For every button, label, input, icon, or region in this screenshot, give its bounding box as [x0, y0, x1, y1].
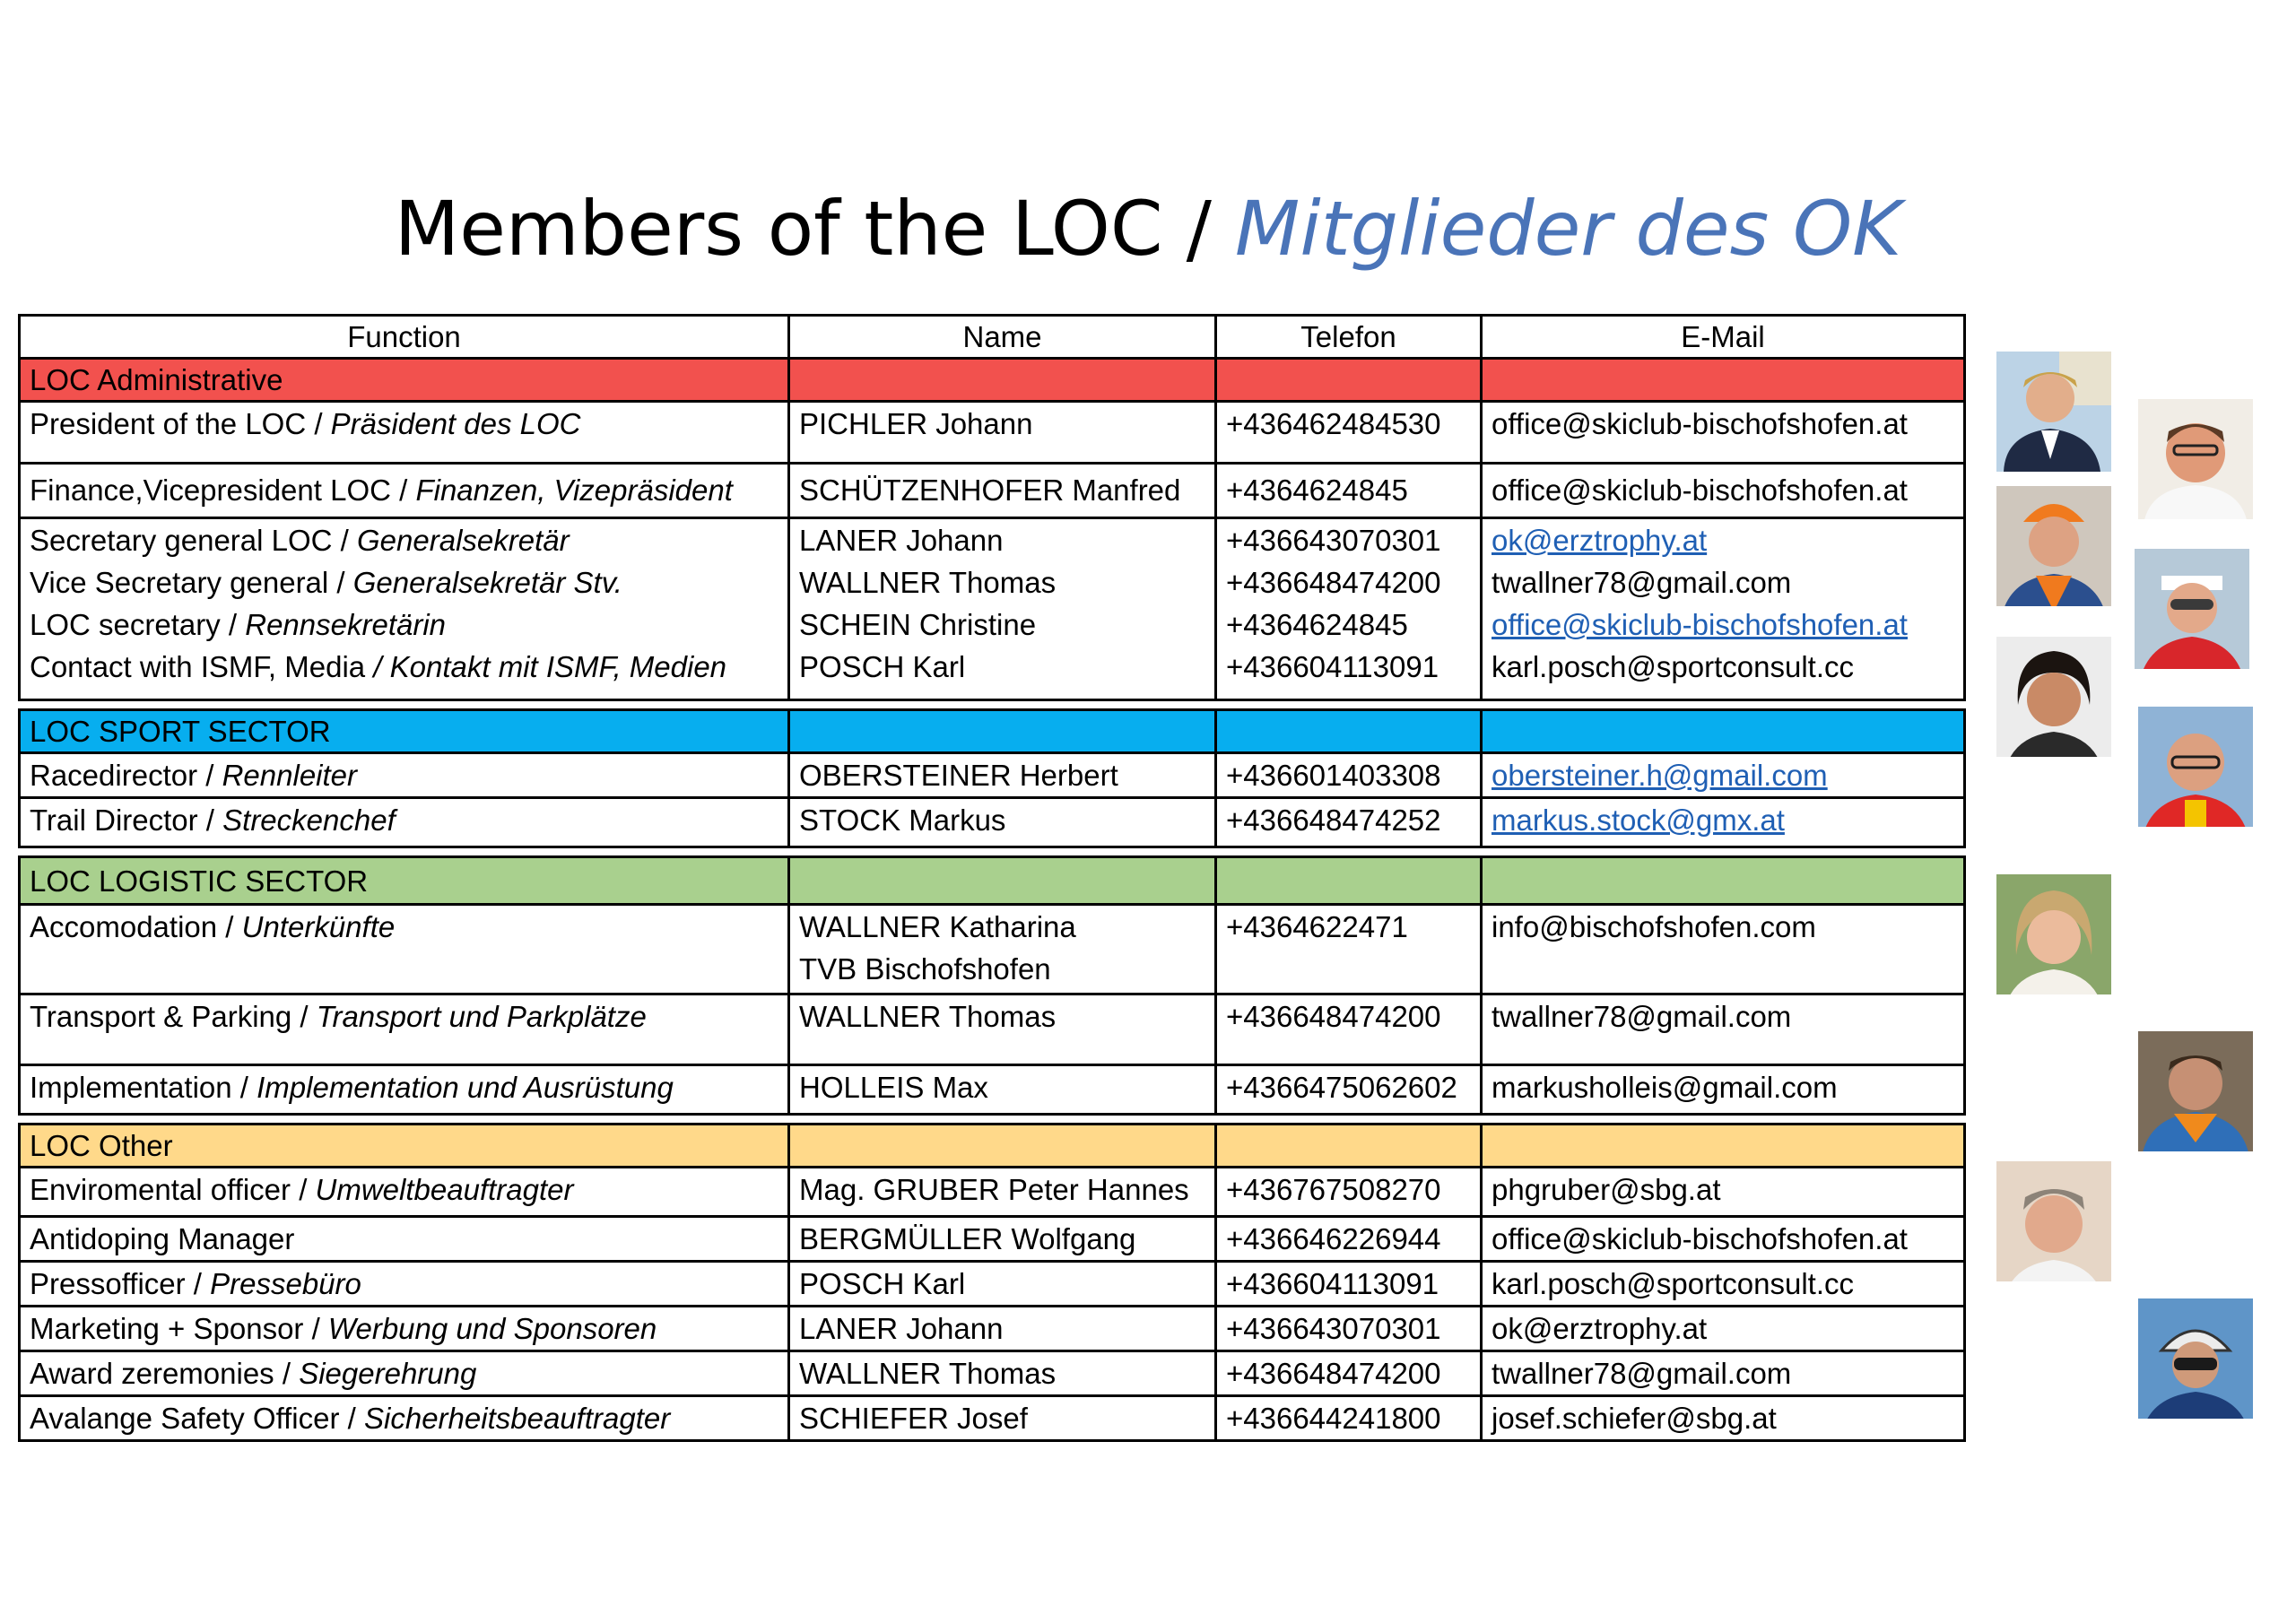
function-de: Finanzen, Vizepräsident: [415, 473, 733, 507]
table-row: [20, 464, 1965, 518]
function-en: Finance,Vicepresident LOC /: [30, 473, 416, 507]
portrait-photo-laner: [1996, 486, 2111, 606]
function-cell: Antidoping Manager: [20, 1217, 789, 1262]
table-row: [20, 994, 1965, 1065]
name-cell: POSCH Karl: [789, 1262, 1216, 1307]
phone-cell: +436601403308: [1216, 753, 1482, 798]
email-cell: office@skiclub-bischofshofen.at: [1482, 464, 1965, 518]
phone-cell: +436648474200: [1216, 1351, 1482, 1396]
header-telefon: Telefon: [1216, 316, 1482, 359]
function-cell: Avalange Safety Officer / Sicherheitsbeauftragter: [20, 1396, 789, 1441]
section-header-administrative: [20, 359, 1965, 402]
name-cell: SCHIEFER Josef: [789, 1396, 1216, 1441]
section-title: LOC Other: [20, 1125, 789, 1168]
phone-cell: +436462484530: [1216, 402, 1482, 464]
function-cell: Enviromental officer / Umweltbeauftragter: [20, 1168, 789, 1217]
phone-cell: +436643070301: [1216, 1307, 1482, 1351]
name-cell: WALLNER Thomas: [789, 1351, 1216, 1396]
name-cell: BERGMÜLLER Wolfgang: [789, 1217, 1216, 1262]
phone-cell: +436604113091: [1216, 1262, 1482, 1307]
function-cell: Racedirector / Rennleiter: [20, 753, 789, 798]
phone-cell: +4366475062602: [1216, 1065, 1482, 1115]
section-title: LOC Administrative: [20, 359, 789, 402]
email-cell: [1482, 753, 1965, 798]
title-german: Mitglieder des OK: [1234, 185, 1902, 273]
phone-cell: +4364622471: [1216, 905, 1482, 994]
table-row: [20, 1307, 1965, 1351]
table-header-row: [20, 316, 1965, 359]
table-row: [20, 402, 1965, 464]
page-title: [0, 179, 2296, 278]
title-separator: /: [1186, 185, 1212, 273]
header-email: E-Mail: [1482, 316, 1965, 359]
email-cell: josef.schiefer@sbg.at: [1482, 1396, 1965, 1441]
email-link[interactable]: obersteiner.h@gmail.com: [1492, 759, 1828, 792]
section-header-sport: [20, 710, 1965, 753]
table-row: [20, 1065, 1965, 1115]
title-english: Members of the LOC: [394, 185, 1163, 273]
function-cell: Accomodation / Unterkünfte: [20, 905, 789, 994]
name-cell: HOLLEIS Max: [789, 1065, 1216, 1115]
email-cell: office@skiclub-bischofshofen.at: [1482, 1217, 1965, 1262]
email-cell: ok@erztrophy.at twallner78@gmail.com office@skiclub-bischofshofen.at karl.posch@sportconsult.cc: [1482, 518, 1965, 700]
function-cell: Secretary general LOC / Generalsekretär Vice Secretary general / Generalsekretär Stv. LOC secretary / Rennsekretärin Contact with ISMF, Media / Kontakt mit ISMF, Medien: [20, 518, 789, 700]
email-cell: ok@erztrophy.at: [1482, 1307, 1965, 1351]
email-cell: twallner78@gmail.com: [1482, 994, 1965, 1065]
function-cell: [20, 464, 789, 518]
function-de: Präsident des LOC: [330, 407, 581, 440]
phone-cell: +436648474252: [1216, 798, 1482, 847]
function-cell: Trail Director / Streckenchef: [20, 798, 789, 847]
email-cell: office@skiclub-bischofshofen.at: [1482, 402, 1965, 464]
name-cell: WALLNER Thomas: [789, 994, 1216, 1065]
portrait-photo-holleis: [2138, 1031, 2253, 1151]
function-cell: Award zeremonies / Siegerehrung: [20, 1351, 789, 1396]
phone-cell: +436643070301 +436648474200 +4364624845 +436604113091: [1216, 518, 1482, 700]
function-cell: Pressofficer / Pressebüro: [20, 1262, 789, 1307]
table-row: [20, 1351, 1965, 1396]
email-link[interactable]: markus.stock@gmx.at: [1492, 803, 1785, 837]
portrait-photo-pichler: [1996, 352, 2111, 472]
name-cell: WALLNER Katharina TVB Bischofshofen: [789, 905, 1216, 994]
name-cell: STOCK Markus: [789, 798, 1216, 847]
section-header-logistic: [20, 857, 1965, 905]
function-en: President of the LOC /: [30, 407, 331, 440]
portrait-photo-obersteiner: [2138, 707, 2253, 827]
email-cell: karl.posch@sportconsult.cc: [1482, 1262, 1965, 1307]
portrait-photo-schein: [1996, 637, 2111, 757]
email-link[interactable]: ok@erztrophy.at: [1492, 524, 1708, 557]
table-row: [20, 905, 1965, 994]
portrait-photo-schuetzenhofer: [2138, 399, 2253, 519]
name-cell: Mag. GRUBER Peter Hannes: [789, 1168, 1216, 1217]
portrait-photo-katharina: [1996, 874, 2111, 994]
name-cell: SCHÜTZENHOFER Manfred: [789, 464, 1216, 518]
email-cell: [1482, 798, 1965, 847]
section-title: LOC SPORT SECTOR: [20, 710, 789, 753]
function-cell: Transport & Parking / Transport und Parkplätze: [20, 994, 789, 1065]
table-row: [20, 753, 1965, 798]
section-title: LOC LOGISTIC SECTOR: [20, 857, 789, 905]
table-row: [20, 1217, 1965, 1262]
phone-cell: +436646226944: [1216, 1217, 1482, 1262]
email-cell: phgruber@sbg.at: [1482, 1168, 1965, 1217]
email-link[interactable]: office@skiclub-bischofshofen.at: [1492, 608, 1908, 641]
table-row: [20, 1396, 1965, 1441]
table-row: [20, 1262, 1965, 1307]
email-cell: markusholleis@gmail.com: [1482, 1065, 1965, 1115]
phone-cell: +436767508270: [1216, 1168, 1482, 1217]
email-cell: twallner78@gmail.com: [1482, 1351, 1965, 1396]
portrait-photo-schiefer: [2138, 1298, 2253, 1419]
name-cell: OBERSTEINER Herbert: [789, 753, 1216, 798]
name-cell: LANER Johann WALLNER Thomas SCHEIN Christine POSCH Karl: [789, 518, 1216, 700]
phone-cell: +4364624845: [1216, 464, 1482, 518]
function-cell: [20, 402, 789, 464]
phone-cell: +436648474200: [1216, 994, 1482, 1065]
header-function: Function: [20, 316, 789, 359]
table-row: [20, 1168, 1965, 1217]
function-cell: Marketing + Sponsor / Werbung und Sponsoren: [20, 1307, 789, 1351]
table-row-group: [20, 518, 1965, 700]
portrait-photo-gruber: [1996, 1161, 2111, 1281]
header-name: Name: [789, 316, 1216, 359]
name-cell: PICHLER Johann: [789, 402, 1216, 464]
function-cell: Implementation / Implementation und Ausrüstung: [20, 1065, 789, 1115]
section-header-other: [20, 1125, 1965, 1168]
table-row: [20, 798, 1965, 847]
members-table: [18, 314, 1966, 1442]
phone-cell: +436644241800: [1216, 1396, 1482, 1441]
email-cell: info@bischofshofen.com: [1482, 905, 1965, 994]
portrait-photo-wallner: [2135, 549, 2249, 669]
name-cell: LANER Johann: [789, 1307, 1216, 1351]
